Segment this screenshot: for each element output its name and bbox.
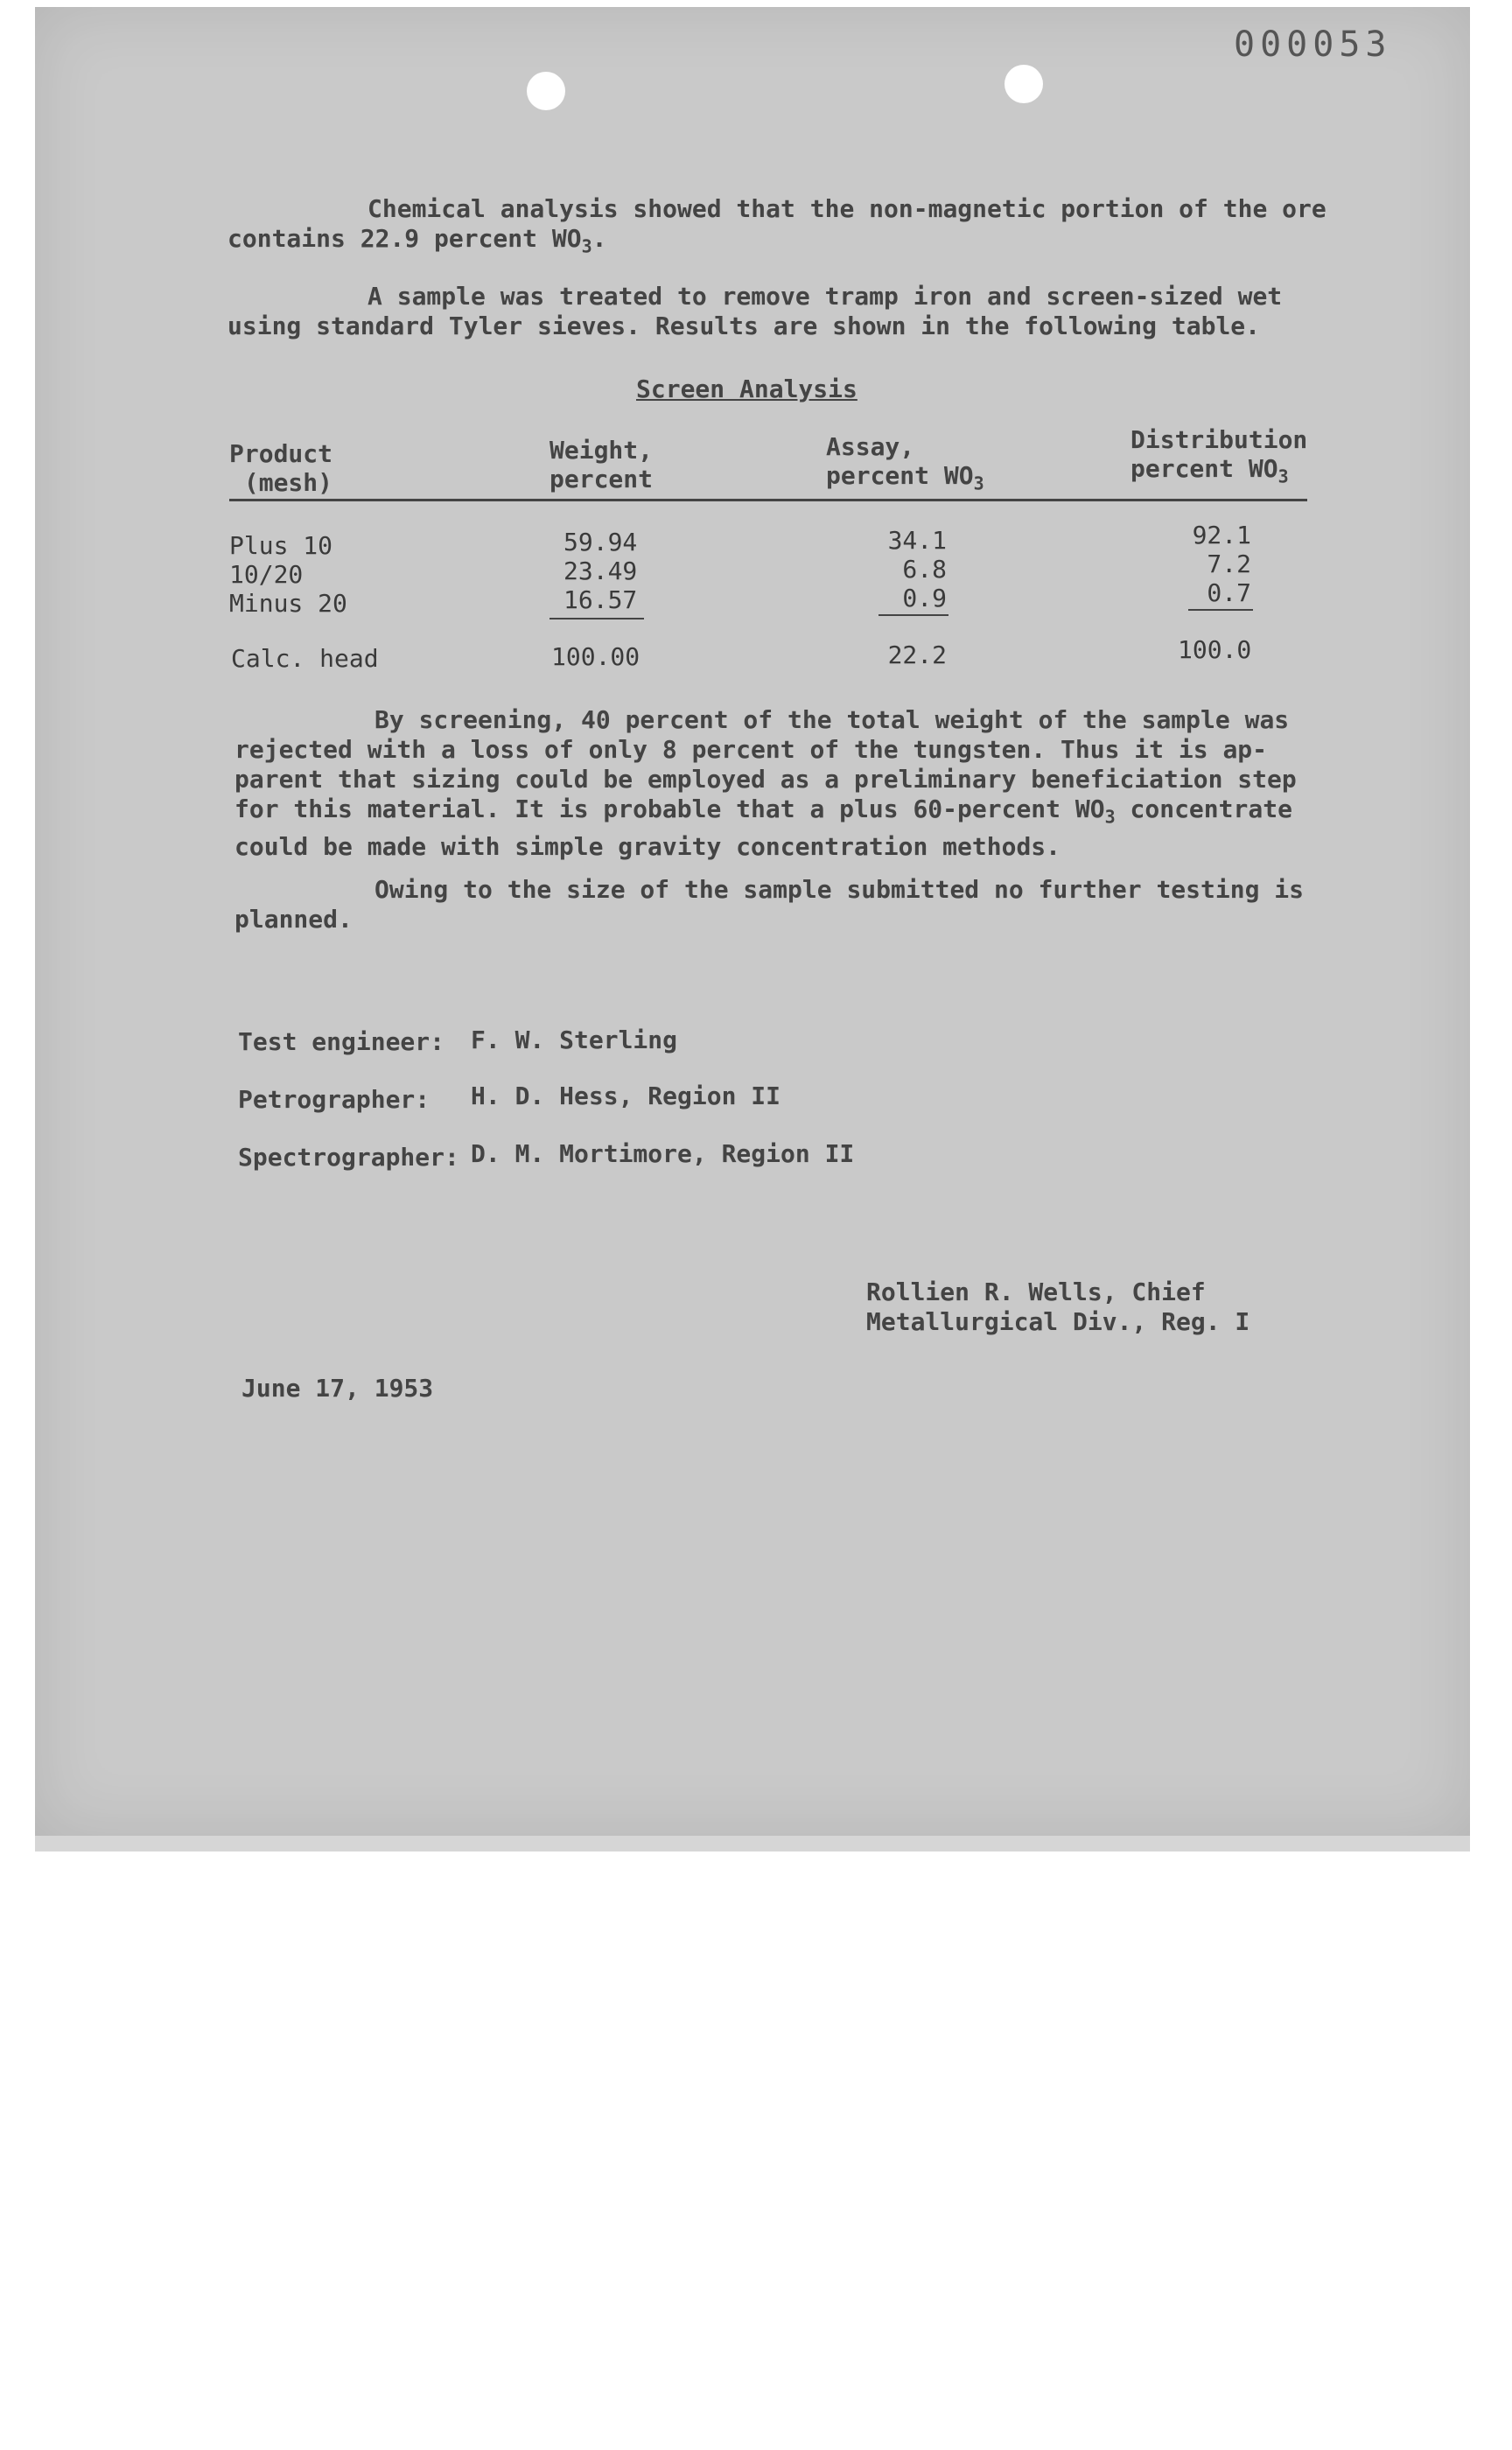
- table-cell: 23.49: [564, 556, 638, 585]
- table-cell: 0.9: [902, 584, 947, 612]
- total-assay: 22.2: [887, 640, 947, 669]
- total-product: Calc. head: [231, 644, 379, 673]
- subscript: 3: [973, 472, 984, 494]
- punch-hole-left: [527, 72, 565, 110]
- text-line: planned.: [234, 905, 353, 934]
- table-cell: 0.7: [1207, 578, 1251, 607]
- document-date: June 17, 1953: [242, 1374, 434, 1403]
- header-line: (mesh): [243, 468, 333, 497]
- weight-sum-rule: [550, 618, 644, 620]
- spectrographer-label: Spectrographer:: [238, 1143, 459, 1172]
- subscript: 3: [581, 235, 592, 257]
- table-cell: 59.94: [564, 528, 638, 556]
- test-engineer-label: Test engineer:: [238, 1027, 445, 1056]
- header-line: Distribution: [1130, 425, 1308, 454]
- table-cell: Minus 20: [229, 589, 347, 618]
- header-product: [229, 439, 332, 497]
- punch-hole-right: [1004, 65, 1043, 103]
- assay-sum-rule: [878, 614, 948, 616]
- column-weight: [564, 528, 637, 614]
- table-cell: 16.57: [564, 585, 638, 614]
- header-line: percent WO: [826, 461, 974, 490]
- header-line: percent WO: [1130, 454, 1278, 483]
- header-line: Product: [229, 439, 333, 468]
- signature-title: Metallurgical Div., Reg. I: [866, 1307, 1250, 1336]
- text-line: .: [592, 224, 607, 253]
- paragraph-screening-results: [234, 705, 1337, 862]
- header-line: Weight,: [550, 436, 654, 465]
- table-cell: 7.2: [1207, 550, 1251, 578]
- table-cell: 92.1: [1192, 521, 1251, 550]
- subscript: 3: [1104, 806, 1116, 828]
- table-cell: 6.8: [902, 555, 947, 584]
- header-line: percent: [550, 465, 654, 494]
- text-line: A sample was treated to remove tramp iron and screen-sized wet: [368, 282, 1283, 311]
- text-line: for this material. It is probable that a plus 60-percent WO: [234, 794, 1105, 823]
- subscript: 3: [1278, 466, 1289, 487]
- page-number: 000053: [1234, 24, 1392, 65]
- distribution-sum-rule: [1188, 609, 1253, 611]
- table-cell: 34.1: [887, 526, 947, 555]
- page-bottom-edge: [35, 1836, 1470, 1852]
- table-title: Screen Analysis: [636, 374, 858, 403]
- total-distribution: 100.0: [1178, 635, 1252, 664]
- signature-name: Rollien R. Wells, Chief: [866, 1278, 1206, 1306]
- paragraph-chemical-analysis: [228, 194, 1330, 262]
- column-product: [229, 531, 347, 618]
- header-line: Assay,: [826, 432, 915, 461]
- petrographer-name: H. D. Hess, Region II: [471, 1082, 781, 1110]
- header-assay: [826, 432, 984, 499]
- text-line: could be made with simple gravity concentration methods.: [234, 831, 1061, 861]
- text-line: Chemical analysis showed that the non-magnetic portion of the ore: [368, 194, 1326, 223]
- text-line: contains 22.9 percent WO: [228, 224, 582, 253]
- test-engineer-name: F. W. Sterling: [471, 1026, 678, 1054]
- header-weight: [550, 436, 653, 494]
- text-line: Owing to the size of the sample submitted no further testing is: [374, 875, 1305, 904]
- petrographer-label: Petrographer:: [238, 1085, 430, 1114]
- column-assay: [886, 526, 947, 612]
- paragraph-further-testing: [234, 875, 1337, 934]
- text-line: concentrate: [1115, 794, 1292, 823]
- total-weight: 100.00: [551, 642, 640, 671]
- table-cell: 10/20: [229, 560, 304, 589]
- header-distribution: [1130, 425, 1307, 492]
- spectrographer-name: D. M. Mortimore, Region II: [471, 1139, 855, 1168]
- text-line: parent that sizing could be employed as a preliminary beneficiation step: [234, 765, 1297, 794]
- table-cell: Plus 10: [229, 531, 333, 560]
- paragraph-sample-treatment: [228, 282, 1330, 341]
- column-distribution: [1190, 521, 1251, 607]
- text-line: By screening, 40 percent of the total weight of the sample was: [374, 705, 1290, 734]
- header-rule: [229, 499, 1307, 501]
- text-line: using standard Tyler sieves. Results are shown in the following table.: [228, 312, 1261, 340]
- text-line: rejected with a loss of only 8 percent of the tungsten. Thus it is ap-: [234, 735, 1268, 764]
